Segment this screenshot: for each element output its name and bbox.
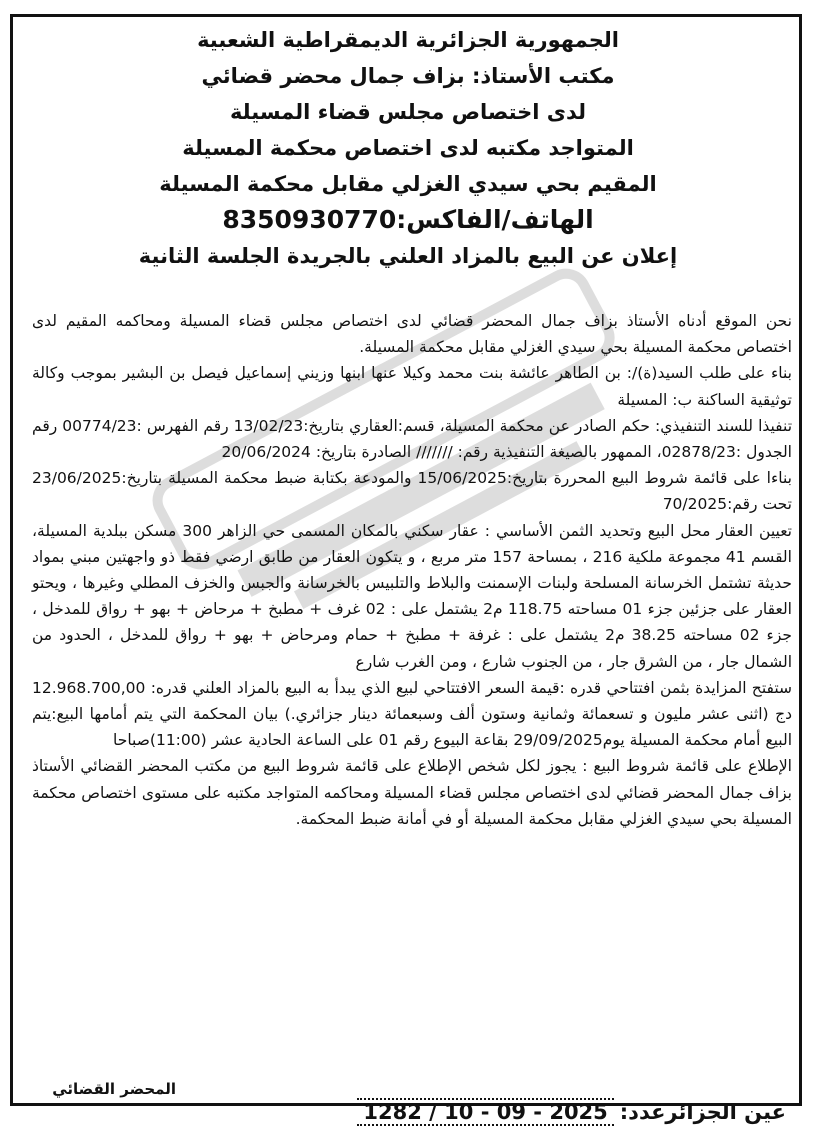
announcement-title: إعلان عن البيع بالمزاد العلني بالجريدة الجلسة الثانية — [138, 244, 678, 268]
announcement-body — [32, 308, 792, 832]
conditions-paragraph: بناءا على قائمة شروط البيع المحررة بتاريخ:15/06/2025 والمودعة بكتابة ضبط محكمة المسيلة بتاريخ:23/06/2025 تحت رقم:70/2025 — [32, 469, 792, 514]
office-location-line: المتواجد مكتبه لدى اختصاص محكمة المسيلة — [182, 136, 634, 160]
publication-footer — [357, 1100, 786, 1124]
republic-line: الجمهورية الجزائرية الديمقراطية الشعبية — [197, 28, 619, 52]
auction-paragraph: ستفتح المزايدة بثمن افتتاحي قدره :قيمة السعر الافتتاحي لبيع الذي يبدأ به البيع بالمزاد العلني قدره: 12.968.700,00 دج (اثنى عشر مليون و تسعمائة وثمانية وستون ألف وسبعمائة دينار جزائري.) بيان المحكمة التي يتم أمامها البيع:يتم البيع أمام محكمة المسيلة يوم29/09/2025 بقاعة البيوع رقم 01 على الساعة الحادية عشر (11:00)صباحا — [32, 678, 792, 750]
publication-number: 2025 - 09 - 10 / 1282 — [357, 1098, 613, 1126]
office-line: مكتب الأستاذ: بزاف جمال محضر قضائي — [201, 64, 615, 88]
publication-label: عين الجزائرعدد: — [619, 1100, 786, 1124]
request-paragraph: بناء على طلب السيد(ة)/: بن الطاهر عائشة بنت محمد وكيلا عنها ابنها وزيني إسماعيل فيصل بن البشير بموجب وكالة توثيقية الساكنة ب: المسيلة — [32, 364, 792, 409]
phone-label: الهاتف/الفاكس: — [396, 205, 594, 234]
phone-number: 8350930770 — [222, 205, 397, 234]
signature: المحضر القضائي — [52, 1080, 176, 1098]
intro-paragraph: نحن الموقع أدناه الأستاذ بزاف جمال المحضر قضائي لدى اختصاص مجلس قضاء المسيلة ومحاكمه المقيم لدى اختصاص محكمة المسيلة بحي سيدي الغزلي مقابل محكمة المسيلة. — [32, 312, 792, 357]
header — [20, 22, 796, 274]
phone-line — [20, 202, 796, 238]
jurisdiction-line: لدى اختصاص مجلس قضاء المسيلة — [229, 100, 587, 124]
address-line: المقيم بحي سيدي الغزلي مقابل محكمة المسيلة — [159, 172, 657, 196]
consultation-paragraph: الإطلاع على قائمة شروط البيع : يجوز لكل شخص الإطلاع على قائمة شروط البيع من مكتب المحضر القضائي الأستاذ بزاف جمال المحضر قضائي لدى اختصاص مجلس قضاء المسيلة ومحاكمه المتواجد مكتبه على مستوى اختصاص محكمة المسيلة بحي سيدي الغزلي مقابل محكمة المسيلة أو في أمانة ضبط المحكمة. — [32, 757, 792, 828]
enforcement-paragraph: تنفيذا للسند التنفيذي: حكم الصادر عن محكمة المسيلة، قسم:العقاري بتاريخ:13/02/23 رقم الفهرس :00774/23 رقم الجدول :02878/23، الممهور بالصيغة التنفيذية رقم: /////// الصادرة بتاريخ: 20/06/2024 — [32, 416, 793, 462]
property-paragraph: تعيين العقار محل البيع وتحديد الثمن الأساسي : عقار سكني بالمكان المسمى حي الزاهر 300 مسكن ببلدية المسيلة، القسم 41 مجموعة ملكية 216 ، بمساحة 157 متر مربع ، و يتكون العقار من طابق ارضي فقط ذو واجهتين مبني بمواد حديثة تشتمل الخرسانة المسلحة ولبنات الإسمنت والبلاط والتلبيس بالخرسانة والجبس والخزف المطلي وغيرها ، ويحتو العقار على جزئين جزء 01 مساحته 118.75 م2 يشتمل على : 02 غرف + مطبخ + مرحاض + بهو + رواق للمدخل ، جزء 02 مساحته 38.25 م2 يشتمل على : غرفة + مطبخ + حمام ومرحاض + بهو + رواق للمدخل ، الحدود من الشمال جار ، من الشرق جار ، من الجنوب شارع ، ومن الغرب شارع — [32, 521, 792, 671]
